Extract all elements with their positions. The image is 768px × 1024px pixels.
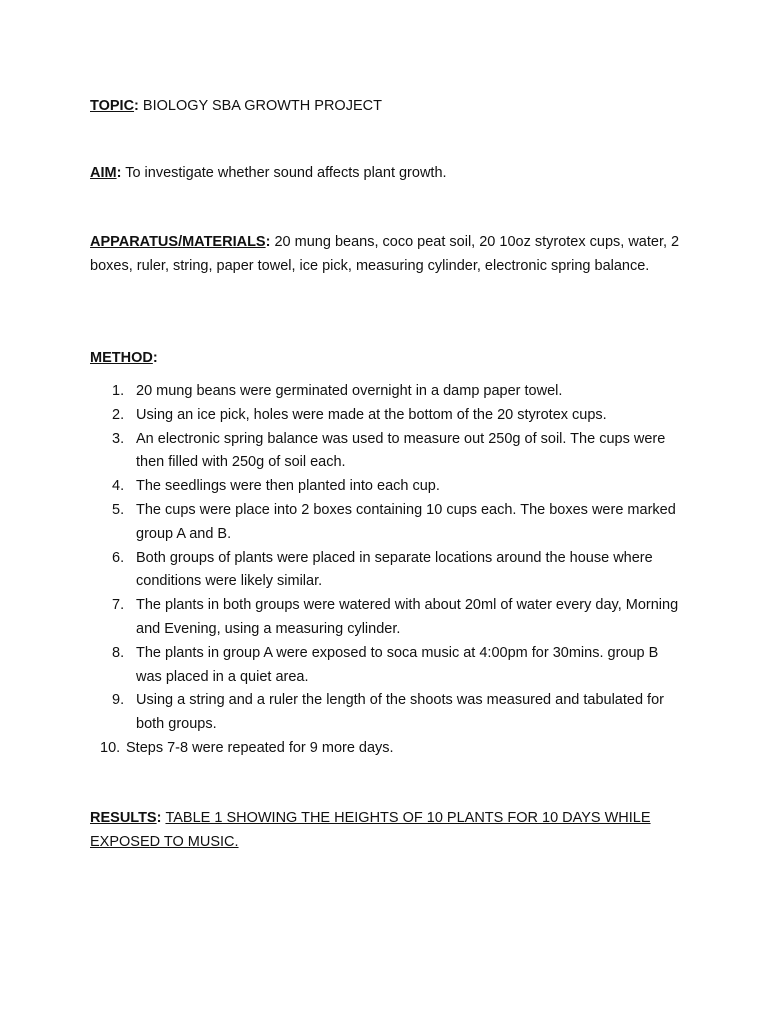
apparatus-label: APPARATUS/MATERIALS	[90, 234, 266, 250]
aim-label: AIM	[90, 165, 117, 181]
step-text: The plants in both groups were watered with about 20ml of water every day, Morning and Evening, using a measuring cylinder.	[136, 597, 679, 637]
topic-label: TOPIC	[90, 98, 135, 114]
method-label: METHOD	[90, 350, 153, 366]
step-number: 4.	[112, 478, 125, 495]
method-step	[90, 547, 680, 595]
step-text: Using an ice pick, holes were made at the bottom of the 20 styrotex cups.	[136, 406, 607, 423]
step-text: The plants in group A were exposed to soca music at 4:00pm for 30mins. group B was placed in a quiet area.	[136, 644, 659, 685]
step-number: 7.	[112, 597, 125, 614]
step-text: 20 mung beans were germinated overnight in a damp paper towel.	[136, 383, 563, 399]
results-label: RESULTS	[90, 810, 157, 826]
step-number: 10.	[100, 739, 121, 756]
apparatus-paragraph: APPARATUS/MATERIALS: 20 mung beans, coco peat soil, 20 10oz styrotex cups, water, 2 boxes, ruler, string, paper towel, ice pick, measuring cylinder, electronic spring balance.	[90, 234, 680, 274]
step-number: 6.	[112, 549, 125, 566]
step-number: 2.	[112, 406, 125, 423]
method-step	[90, 380, 680, 404]
step-text: An electronic spring balance was used to measure out 250g of soil. The cups were then filled with 250g of soil each.	[136, 430, 666, 471]
method-step	[90, 689, 680, 737]
step-text: The seedlings were then planted into each cup.	[136, 478, 440, 495]
step-number: 1.	[112, 383, 125, 399]
method-step	[90, 428, 680, 476]
step-number: 5.	[112, 501, 125, 518]
step-number: 9.	[112, 692, 125, 709]
step-number: 3.	[112, 430, 125, 447]
method-step	[90, 499, 680, 547]
method-step	[90, 642, 680, 690]
topic-text: BIOLOGY SBA GROWTH PROJECT	[138, 98, 382, 114]
topic-line: TOPIC: BIOLOGY SBA GROWTH PROJECT	[90, 98, 382, 114]
step-number: 8.	[112, 644, 125, 661]
method-steps-list	[90, 380, 680, 761]
step-text: Both groups of plants were placed in separate locations around the house where conditions were likely similar.	[136, 549, 653, 590]
method-step	[90, 475, 680, 499]
aim-line: AIM: To investigate whether sound affects plant growth.	[90, 165, 447, 181]
method-step	[90, 737, 680, 761]
step-text: Steps 7-8 were repeated for 9 more days.	[126, 739, 394, 756]
method-heading: METHOD:	[90, 350, 158, 366]
method-step	[90, 404, 680, 428]
method-step	[90, 594, 680, 642]
step-text: Using a string and a ruler the length of the shoots was measured and tabulated for both groups.	[136, 692, 664, 733]
results-paragraph: RESULTS: TABLE 1 SHOWING THE HEIGHTS OF 10 PLANTS FOR 10 DAYS WHILE EXPOSED TO MUSIC.	[90, 810, 651, 850]
aim-text: To investigate whether sound affects plant growth.	[121, 165, 447, 181]
results-table-caption: TABLE 1 SHOWING THE HEIGHTS OF 10 PLANTS FOR 10 DAYS WHILE EXPOSED TO MUSIC.	[90, 810, 651, 850]
apparatus-text: 20 mung beans, coco peat soil, 20 10oz styrotex cups, water, 2 boxes, ruler, string, paper towel, ice pick, measuring cylinder, electronic spring balance.	[90, 234, 680, 274]
step-text: The cups were place into 2 boxes containing 10 cups each. The boxes were marked group A and B.	[136, 501, 676, 542]
